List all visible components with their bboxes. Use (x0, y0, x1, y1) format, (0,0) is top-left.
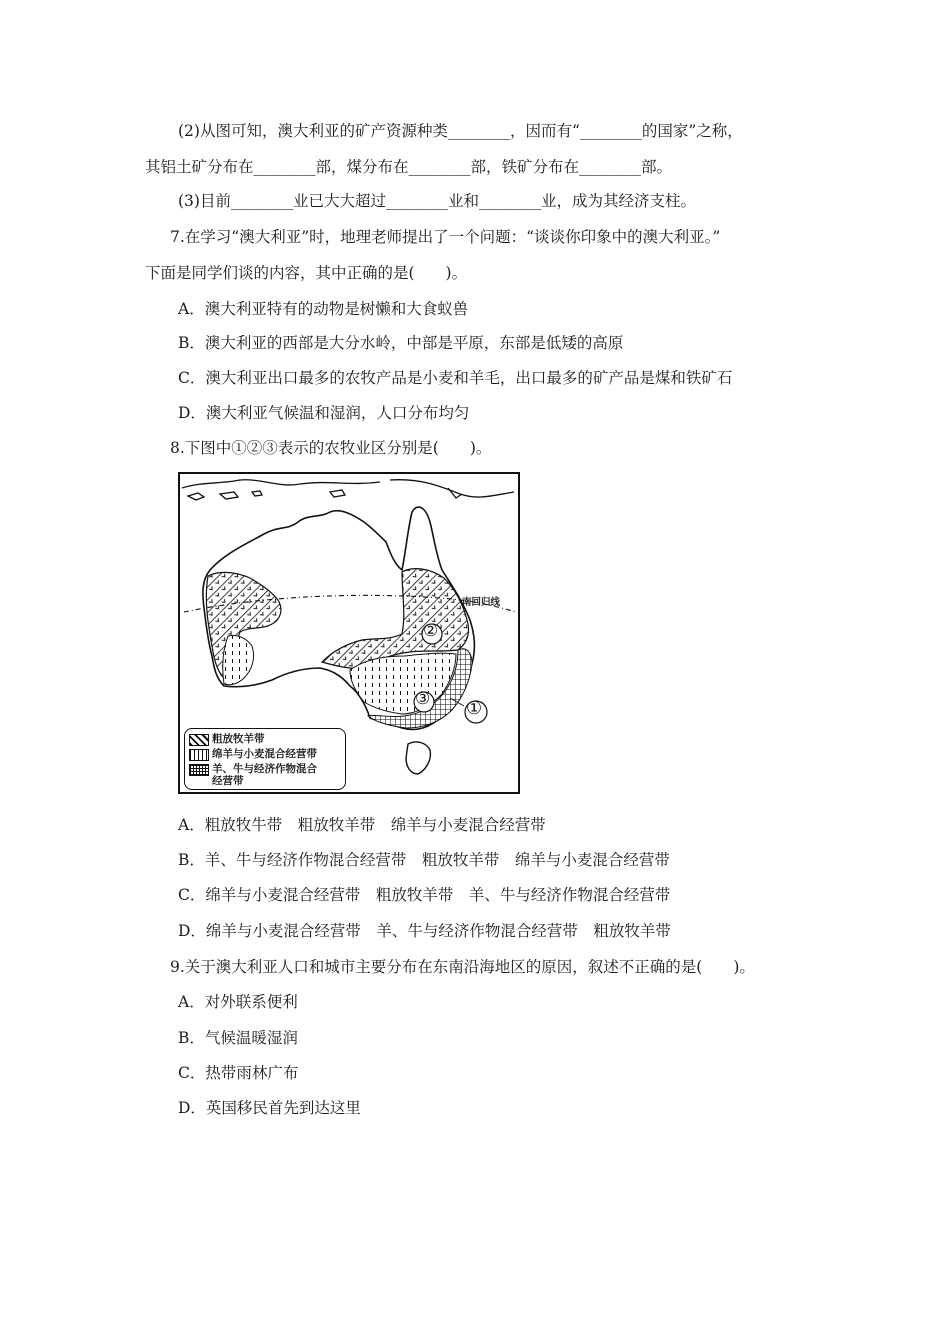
marker-3-label: ③ (415, 689, 431, 709)
marker-1-label: ① (466, 698, 483, 719)
question-7-option-a: A．澳大利亚特有的动物是树懒和大食蚁兽 (178, 300, 469, 318)
question-7-stem-line-1: 7.在学习“澳大利亚”时，地理老师提出了一个问题：“谈谈你印象中的澳大利亚。” (170, 228, 721, 246)
question-8-option-a: A．粗放牧牛带 粗放牧羊带 绵羊与小麦混合经营带 (178, 816, 546, 834)
legend-label-mixed-line-1: 羊、牛与经济作物混合 (212, 763, 317, 775)
question-8-option-c: C．绵羊与小麦混合经营带 粗放牧羊带 羊、牛与经济作物混合经营带 (178, 886, 671, 904)
question-7-stem-line-2: 下面是同学们谈的内容，其中正确的是( )。 (145, 264, 468, 282)
question-9-stem: 9.关于澳大利亚人口和城市主要分布在东南沿海地区的原因，叙述不正确的是( )。 (170, 958, 755, 976)
legend-label-mixed (212, 763, 317, 787)
legend-label-mixed-line-2: 经营带 (212, 775, 244, 787)
question-7-option-d: D．澳大利亚气候温和湿润，人口分布均匀 (178, 404, 470, 422)
legend-swatch-mixed (189, 764, 209, 776)
legend-item-sheep (189, 733, 265, 746)
question-9-option-b: B．气候温暖湿润 (178, 1029, 298, 1047)
question-6-part-3: (3)目前________业已大大超过________业和________业，成为其经济支柱。 (178, 192, 696, 210)
legend-item-wheat (189, 748, 317, 761)
marker-2-label: ② (423, 621, 439, 641)
tropic-of-capricorn-label: 南回归线 (462, 597, 501, 608)
question-8-option-d: D．绵羊与小麦混合经营带 羊、牛与经济作物混合经营带 粗放牧羊带 (178, 922, 671, 940)
legend-swatch-wheat (189, 749, 209, 761)
legend-swatch-sheep (189, 734, 209, 746)
question-9-option-a: A．对外联系便利 (178, 993, 298, 1011)
question-8-option-b: B．羊、牛与经济作物混合经营带 粗放牧羊带 绵羊与小麦混合经营带 (178, 851, 670, 869)
tasmania-outline (406, 742, 430, 774)
map-legend (184, 728, 346, 790)
question-8-stem: 8.下图中①②③表示的农牧业区分别是( )。 (170, 439, 492, 457)
question-6-part-2-line-1: (2)从图可知，澳大利亚的矿产资源种类________，因而有“________的国家”之称， (178, 122, 743, 140)
question-6-part-2-line-2: 其铝土矿分布在________部，煤分布在________部，铁矿分布在________部。 (145, 158, 673, 176)
question-9-option-d: D．英国移民首先到达这里 (178, 1099, 361, 1117)
question-7-option-b: B．澳大利亚的西部是大分水岭，中部是平原，东部是低矮的高原 (178, 334, 624, 352)
legend-label-wheat: 绵羊与小麦混合经营带 (212, 748, 317, 760)
question-9-option-c: C．热带雨林广布 (178, 1064, 299, 1082)
legend-label-sheep: 粗放牧羊带 (212, 733, 265, 745)
island-outlines (182, 480, 514, 500)
legend-item-mixed (189, 763, 317, 787)
question-7-option-c: C．澳大利亚出口最多的农牧产品是小麦和羊毛，出口最多的矿产品是煤和铁矿石 (178, 369, 733, 387)
australia-agriculture-map (178, 472, 520, 794)
